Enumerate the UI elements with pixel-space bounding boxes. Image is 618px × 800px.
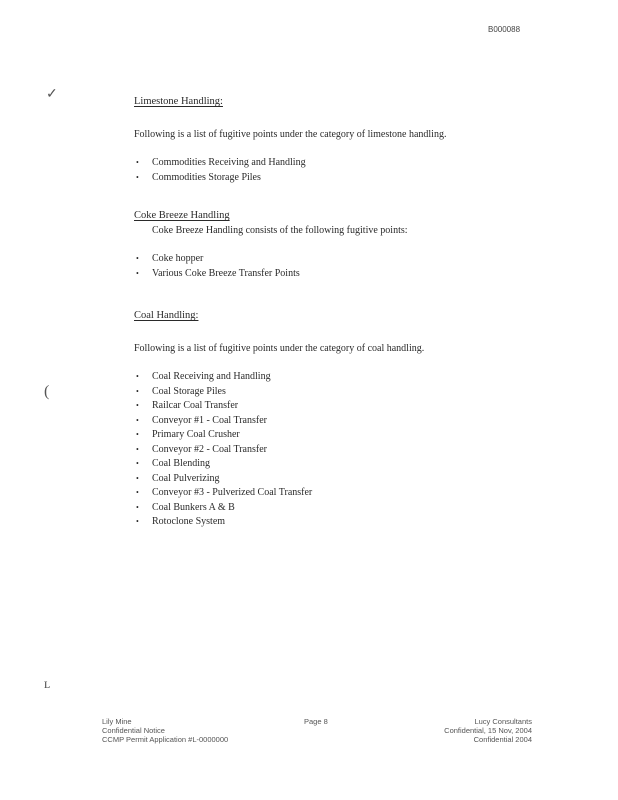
coal-heading: Coal Handling: [134,310,199,321]
list-item: • Rotoclone System [134,517,554,527]
coke-intro: Coke Breeze Handling consists of the following fugitive points: [152,225,408,236]
list-item: • Coal Storage Piles [134,387,554,397]
list-item: • Conveyor #1 - Coal Transfer [134,416,554,426]
coke-heading: Coke Breeze Handling [134,210,230,221]
footer-left [102,717,228,744]
list-item: • Coal Receiving and Handling [134,372,554,382]
margin-mark-middle: ( [44,383,50,400]
footer-right-line: Confidential 2004 [473,735,532,744]
coal-list [134,372,554,527]
footer-right-line: Lucy Consultants [474,717,532,726]
list-item: • Conveyor #2 - Coal Transfer [134,445,554,455]
limestone-section [134,96,554,187]
limestone-heading: Limestone Handling: [134,96,223,107]
list-item: • Coke hopper [134,254,554,264]
list-item: • Primary Coal Crusher [134,430,554,440]
limestone-list [134,158,554,183]
footer-right-line: Confidential, 15 Nov, 2004 [444,726,532,735]
footer-left-line: Lily Mine [102,717,132,726]
list-item: • Various Coke Breeze Transfer Points [134,269,554,279]
list-item: • Coal Bunkers A & B [134,503,554,513]
page-number: Page 8 [304,717,328,726]
list-item: • Coal Pulverizing [134,474,554,484]
coke-section [134,210,554,283]
footer-right [444,717,532,744]
footer-left-line: CCMP Permit Application #L-0000000 [102,735,229,744]
list-item: • Coal Blending [134,459,554,469]
margin-mark-bottom: ʟ [44,677,51,692]
limestone-intro: Following is a list of fugitive points under the category of limestone handling. [134,129,447,140]
footer-left-line: Confidential Notice [102,726,165,735]
coke-list [134,254,554,279]
margin-mark-top: ✓ [46,87,58,102]
list-item: • Conveyor #3 - Pulverized Coal Transfer [134,488,554,498]
document-id: B000088 [488,25,521,34]
coal-intro: Following is a list of fugitive points under the category of coal handling. [134,343,425,354]
coal-section [134,310,554,532]
list-item: • Railcar Coal Transfer [134,401,554,411]
list-item: • Commodities Storage Piles [134,173,554,183]
list-item: • Commodities Receiving and Handling [134,158,554,168]
